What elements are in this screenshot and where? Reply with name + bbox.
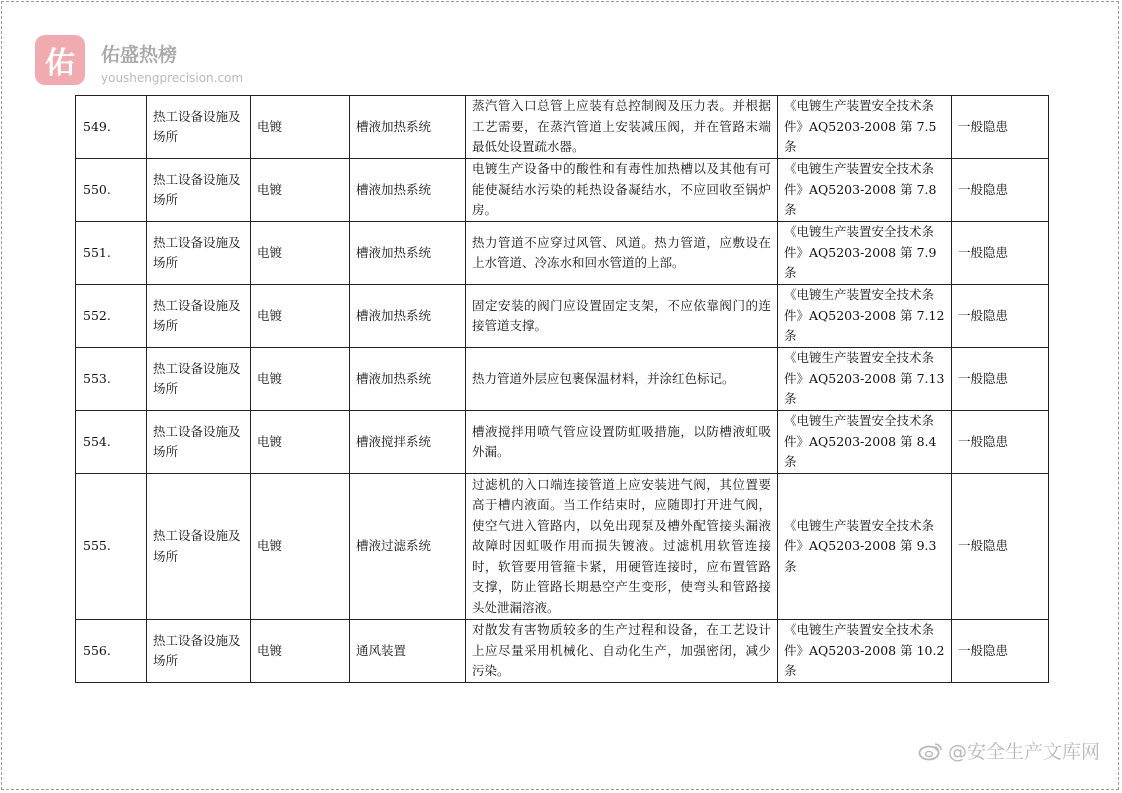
- logo-char: 佑: [45, 46, 75, 81]
- level-cell: 一般隐患: [952, 348, 1049, 411]
- item-cell: 槽液加热系统: [350, 96, 466, 159]
- level-cell: 一般隐患: [952, 96, 1049, 159]
- category-cell: 热工设备设施及场所: [147, 285, 251, 348]
- row-number: 553.: [76, 348, 147, 411]
- industry-cell: 电镀: [251, 159, 350, 222]
- row-number: 555.: [76, 474, 147, 620]
- industry-cell: 电镀: [251, 285, 350, 348]
- industry-cell: 电镀: [251, 222, 350, 285]
- watermark: [918, 737, 1100, 764]
- level-cell: 一般隐患: [952, 411, 1049, 474]
- table-row: [76, 285, 1049, 348]
- category-cell: 热工设备设施及场所: [147, 620, 251, 683]
- item-cell: 槽液加热系统: [350, 285, 466, 348]
- table-row: [76, 411, 1049, 474]
- row-number: 550.: [76, 159, 147, 222]
- table-row: [76, 96, 1049, 159]
- basis-cell: 《电镀生产装置安全技术条件》AQ5203-2008 第 7.13 条: [778, 348, 952, 411]
- row-number: 549.: [76, 96, 147, 159]
- basis-cell: 《电镀生产装置安全技术条件》AQ5203-2008 第 8.4 条: [778, 411, 952, 474]
- basis-cell: 《电镀生产装置安全技术条件》AQ5203-2008 第 10.2 条: [778, 620, 952, 683]
- requirement-cell: 固定安装的阀门应设置固定支架，不应依靠阀门的连接管道支撑。: [466, 285, 778, 348]
- category-cell: 热工设备设施及场所: [147, 411, 251, 474]
- level-cell: 一般隐患: [952, 620, 1049, 683]
- item-cell: 槽液过滤系统: [350, 474, 466, 620]
- requirement-cell: 过滤机的入口端连接管道上应安装进气阀，其位置要高于槽内液面。当工作结束时，应随即打开进气阀，使空气进入管路内，以免出现泵及槽外配管接头漏液故障时因虹吸作用而损失镀液。过滤机用软管连接时，软管要用管箍卡紧，用硬管连接时，应布置管路支撑，防止管路长期悬空产生变形，使弯头和管路接头处泄漏溶液。: [466, 474, 778, 620]
- industry-cell: 电镀: [251, 96, 350, 159]
- requirement-cell: 对散发有害物质较多的生产过程和设备，在工艺设计上应尽量采用机械化、自动化生产，加强密闭，减少污染。: [466, 620, 778, 683]
- requirement-cell: 电镀生产设备中的酸性和有毒性加热槽以及其他有可能使凝结水污染的耗热设备凝结水，不应回收至锅炉房。: [466, 159, 778, 222]
- row-number: 556.: [76, 620, 147, 683]
- table-row: [76, 348, 1049, 411]
- item-cell: 通风装置: [350, 620, 466, 683]
- brand-name: 佑盛热榜: [101, 44, 178, 66]
- industry-cell: 电镀: [251, 411, 350, 474]
- level-cell: 一般隐患: [952, 474, 1049, 620]
- row-number: 554.: [76, 411, 147, 474]
- item-cell: 槽液加热系统: [350, 159, 466, 222]
- table-row: [76, 222, 1049, 285]
- item-cell: 槽液加热系统: [350, 222, 466, 285]
- industry-cell: 电镀: [251, 620, 350, 683]
- basis-cell: 《电镀生产装置安全技术条件》AQ5203-2008 第 7.5 条: [778, 96, 952, 159]
- row-number: 551.: [76, 222, 147, 285]
- industry-cell: 电镀: [251, 348, 350, 411]
- requirement-cell: 热力管道外层应包裹保温材料，并涂红色标记。: [466, 348, 778, 411]
- basis-cell: 《电镀生产装置安全技术条件》AQ5203-2008 第 7.8 条: [778, 159, 952, 222]
- category-cell: 热工设备设施及场所: [147, 222, 251, 285]
- watermark-text: @安全生产文库网: [947, 741, 1100, 763]
- category-cell: 热工设备设施及场所: [147, 474, 251, 620]
- table-row: [76, 620, 1049, 683]
- requirement-cell: 热力管道不应穿过风管、风道。热力管道，应敷设在上水管道、冷冻水和回水管道的上部。: [466, 222, 778, 285]
- table-row: [76, 474, 1049, 620]
- requirement-cell: 槽液搅拌用喷气管应设置防虹吸措施，以防槽液虹吸外漏。: [466, 411, 778, 474]
- requirement-cell: 蒸汽管入口总管上应装有总控制阀及压力表。并根据工艺需要，在蒸汽管道上安装减压阀，并在管路末端最低处设置疏水器。: [466, 96, 778, 159]
- table-row: [76, 159, 1049, 222]
- brand-url: youshengprecision.com: [101, 71, 244, 85]
- basis-cell: 《电镀生产装置安全技术条件》AQ5203-2008 第 9.3 条: [778, 474, 952, 620]
- item-cell: 槽液搅拌系统: [350, 411, 466, 474]
- item-cell: 槽液加热系统: [350, 348, 466, 411]
- level-cell: 一般隐患: [952, 285, 1049, 348]
- category-cell: 热工设备设施及场所: [147, 96, 251, 159]
- basis-cell: 《电镀生产装置安全技术条件》AQ5203-2008 第 7.12 条: [778, 285, 952, 348]
- hazard-table: [75, 95, 1049, 683]
- row-number: 552.: [76, 285, 147, 348]
- category-cell: 热工设备设施及场所: [147, 348, 251, 411]
- level-cell: 一般隐患: [952, 222, 1049, 285]
- brand-logo: [35, 35, 85, 85]
- weibo-icon: [918, 741, 944, 761]
- industry-cell: 电镀: [251, 474, 350, 620]
- category-cell: 热工设备设施及场所: [147, 159, 251, 222]
- level-cell: 一般隐患: [952, 159, 1049, 222]
- basis-cell: 《电镀生产装置安全技术条件》AQ5203-2008 第 7.9 条: [778, 222, 952, 285]
